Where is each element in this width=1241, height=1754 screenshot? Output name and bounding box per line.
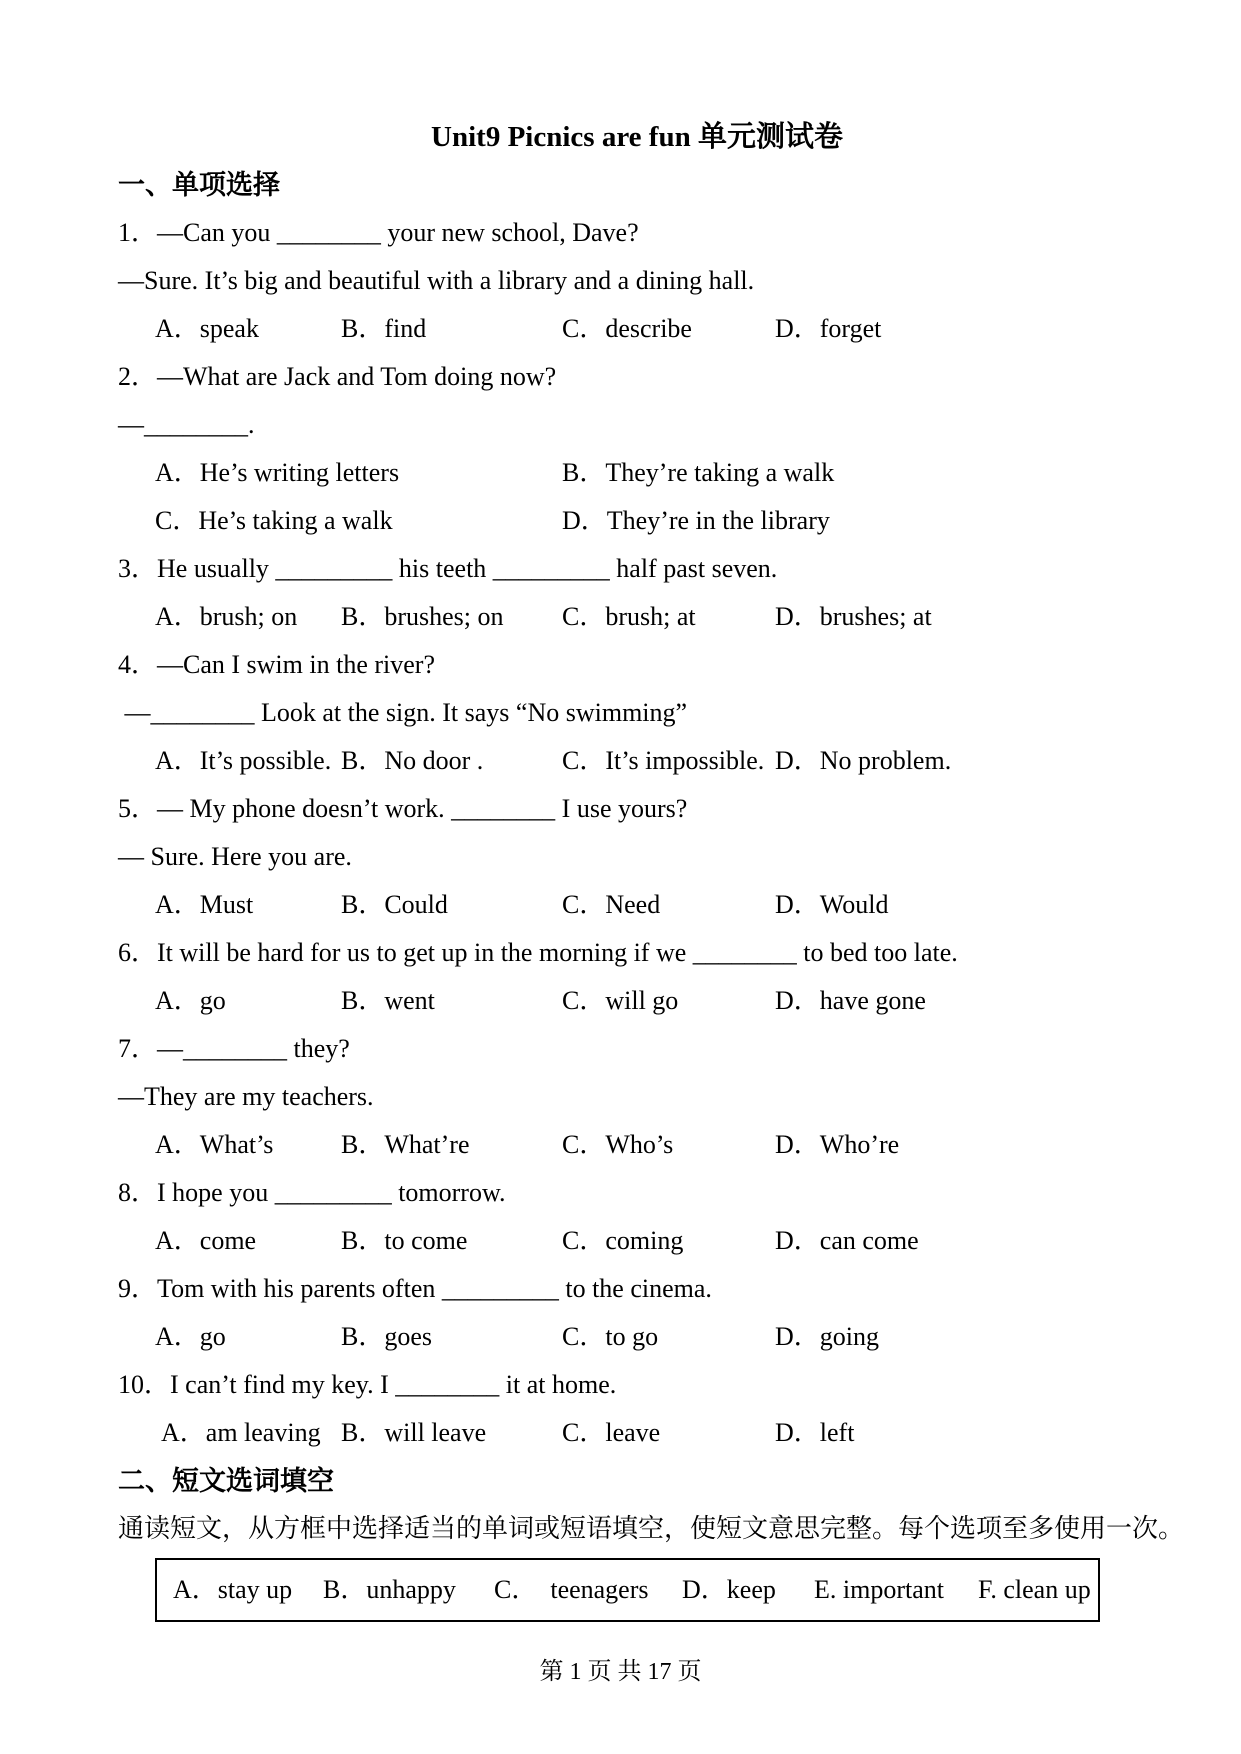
q7-options	[118, 1121, 1156, 1169]
q5-option-a: A．Must	[155, 890, 254, 919]
q7-option-c: C．Who’s	[562, 1130, 674, 1159]
q9-option-b: B．goes	[341, 1322, 433, 1351]
q8-line1: 8．I hope you _________ tomorrow.	[118, 1178, 506, 1207]
q5-option-d: D．Would	[775, 890, 889, 919]
q10-option-d: D．left	[775, 1418, 855, 1447]
q2-option-c: C．He’s taking a walk	[155, 506, 393, 535]
page-title: Unit9 Picnics are fun 单元测试卷	[431, 121, 843, 153]
q6-line1: 6．It will be hard for us to get up in the morning if we ________ to bed too late.	[118, 938, 958, 967]
q3-option-b: B．brushes; on	[341, 602, 504, 631]
q8-options	[118, 1217, 1156, 1265]
q4-line1: 4．—Can I swim in the river?	[118, 650, 435, 679]
q1-line2: —Sure. It’s big and beautiful with a library and a dining hall.	[118, 266, 755, 295]
q1-option-a: A．speak	[155, 314, 259, 343]
q10-options	[118, 1409, 1156, 1457]
q9-option-c: C．to go	[562, 1322, 659, 1351]
q6-option-d: D．have gone	[775, 986, 926, 1015]
page-number-footer: 第 1 页 共 17 页	[539, 1659, 702, 1685]
q1-option-d: D．forget	[775, 314, 882, 343]
q4-option-a: A．It’s possible.	[155, 746, 332, 775]
q5-option-c: C．Need	[562, 890, 661, 919]
q7-option-b: B．What’re	[341, 1130, 470, 1159]
q5-option-b: B．Could	[341, 890, 448, 919]
q9-options	[118, 1313, 1156, 1361]
q3-option-c: C．brush; at	[562, 602, 696, 631]
q4-options	[118, 737, 1156, 785]
q1-options	[118, 305, 1156, 353]
q5-line2: — Sure. Here you are.	[118, 842, 352, 871]
q3-option-d: D．brushes; at	[775, 602, 932, 631]
q8-option-c: C．coming	[562, 1226, 684, 1255]
section2-heading: 二、短文选词填空	[118, 1466, 334, 1496]
q5-line1: 5．— My phone doesn’t work. ________ I use yours?	[118, 794, 688, 823]
q1-line1: 1．—Can you ________ your new school, Dave?	[118, 218, 639, 247]
q10-line1: 10．I can’t find my key. I ________ it at home.	[118, 1370, 617, 1399]
q2-option-a: A．He’s writing letters	[155, 458, 400, 487]
q5-options	[118, 881, 1156, 929]
word-bank-box	[155, 1558, 1100, 1622]
q3-option-a: A．brush; on	[155, 602, 298, 631]
q8-option-d: D．can come	[775, 1226, 919, 1255]
q10-option-c: C．leave	[562, 1418, 661, 1447]
q2-line1: 2．—What are Jack and Tom doing now?	[118, 362, 557, 391]
q2-options-cd	[118, 497, 1156, 545]
q2-option-b: B．They’re taking a walk	[562, 458, 835, 487]
q8-option-a: A．come	[155, 1226, 257, 1255]
q2-line2: —________.	[118, 410, 255, 439]
q8-option-b: B．to come	[341, 1226, 468, 1255]
page-content	[118, 113, 1185, 1622]
word-bank-option-f: F. clean up	[978, 1575, 1091, 1604]
q4-line2: —________ Look at the sign. It says “No swimming”	[118, 698, 688, 727]
q1-option-b: B．find	[341, 314, 427, 343]
q6-option-b: B．went	[341, 986, 435, 1015]
q6-options	[118, 977, 1156, 1025]
q10-option-a: A．am leaving	[161, 1418, 321, 1447]
q3-line1: 3．He usually _________ his teeth _________ half past seven.	[118, 554, 778, 583]
word-bank-option-c: C． teenagers	[494, 1575, 649, 1604]
q9-option-a: A．go	[155, 1322, 226, 1351]
word-bank-option-d: D．keep	[682, 1575, 776, 1604]
q1-option-c: C．describe	[562, 314, 692, 343]
q7-option-a: A．What’s	[155, 1130, 274, 1159]
word-bank-option-b: B．unhappy	[323, 1575, 456, 1604]
q10-option-b: B．will leave	[341, 1418, 487, 1447]
q4-option-b: B．No door .	[341, 746, 484, 775]
q7-line2: —They are my teachers.	[118, 1082, 374, 1111]
q2-option-d: D．They’re in the library	[562, 506, 830, 535]
q6-option-a: A．go	[155, 986, 226, 1015]
q3-options	[118, 593, 1156, 641]
word-bank-option-a: A．stay up	[173, 1575, 293, 1604]
q4-option-d: D．No problem.	[775, 746, 952, 775]
q6-option-c: C．will go	[562, 986, 679, 1015]
section2-instruction: 通读短文，从方框中选择适当的单词或短语填空，使短文意思完整。每个选项至多使用一次。	[118, 1514, 1185, 1543]
section1-heading: 一、单项选择	[118, 170, 280, 200]
word-bank-option-e: E. important	[814, 1575, 944, 1604]
q9-line1: 9．Tom with his parents often _________ to the cinema.	[118, 1274, 712, 1303]
q4-option-c: C．It’s impossible.	[562, 746, 765, 775]
q9-option-d: D．going	[775, 1322, 880, 1351]
q7-line1: 7．—________ they?	[118, 1034, 350, 1063]
q2-options-ab	[118, 449, 1156, 497]
q7-option-d: D．Who’re	[775, 1130, 900, 1159]
